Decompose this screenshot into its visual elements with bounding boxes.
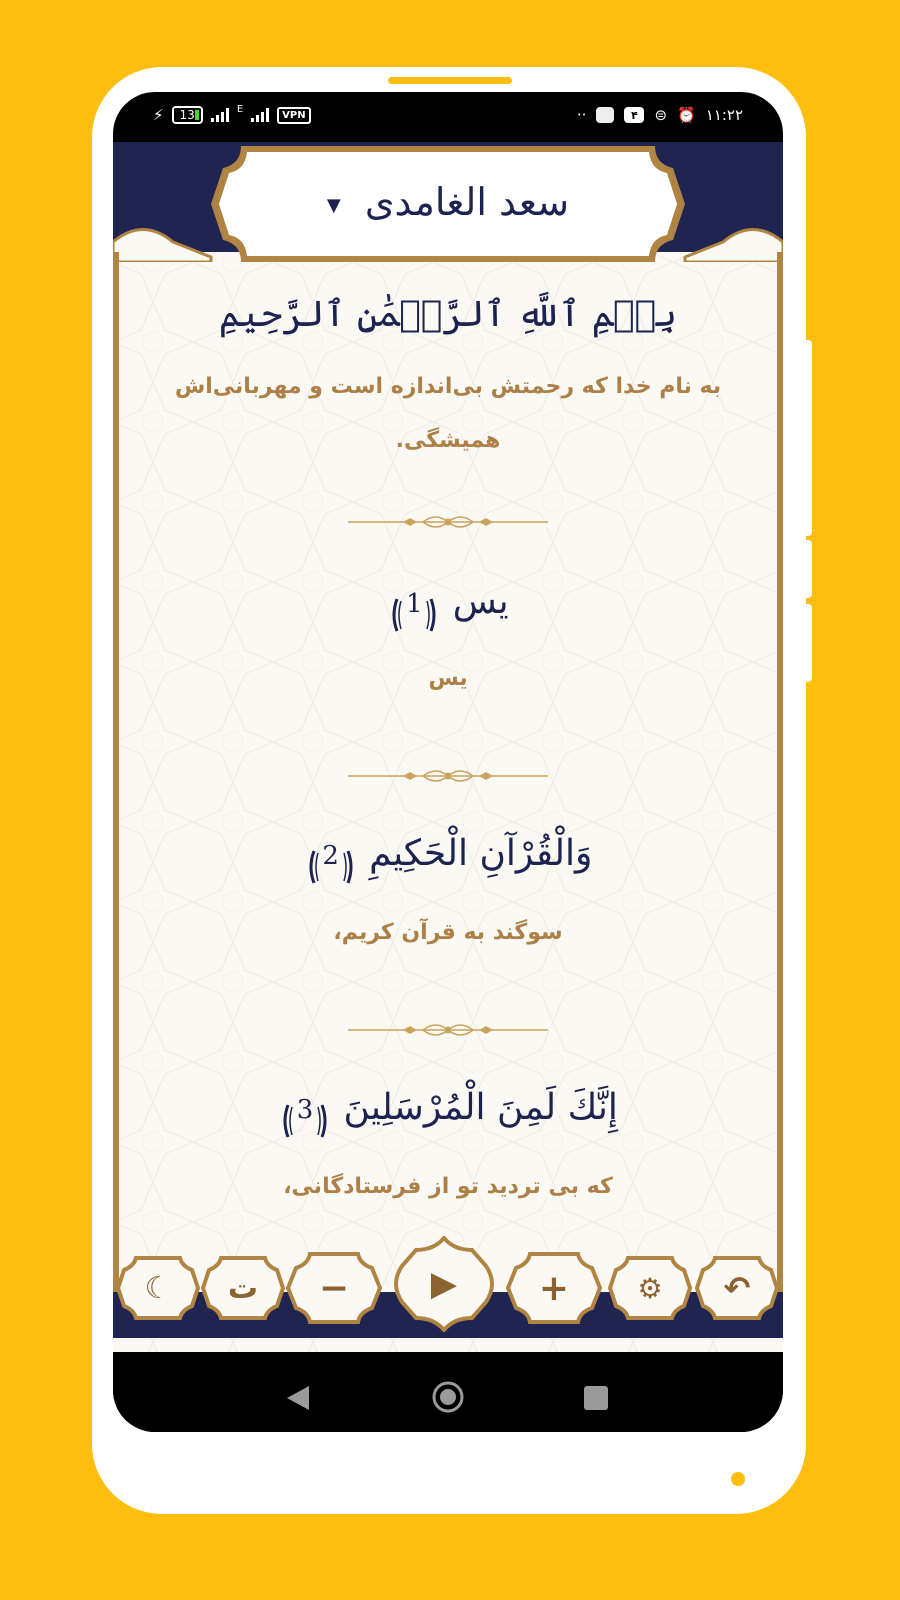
increase-font-button[interactable] [506, 1248, 602, 1328]
signal-strength-icon [211, 108, 229, 122]
translation-toggle-label: ت [227, 1270, 259, 1306]
play-icon: ▶ [430, 1264, 458, 1304]
night-mode-button[interactable] [116, 1252, 200, 1324]
verse-number-marker [308, 836, 354, 876]
status-left-group [153, 103, 311, 124]
gear-icon: ⚙ [637, 1271, 663, 1305]
notification-badge: ۴ [624, 107, 644, 123]
bismillah-arabic: بِسۡمِ ٱللَّهِ ٱلرَّحۡمَٰنِ ٱلرَّحِيمِ [218, 294, 678, 335]
status-bar [113, 92, 783, 142]
reciter-name: سعد الغامدی [364, 180, 570, 224]
settings-button[interactable] [608, 1252, 692, 1324]
verse-2-translation: سوگند به قرآن کریم، [333, 920, 563, 945]
verse-1-text: يس [452, 581, 509, 622]
phone-power-button [804, 604, 812, 682]
signal-strength-icon-2 [251, 108, 269, 122]
nav-recents-icon[interactable] [583, 1385, 609, 1411]
phone-screen [113, 92, 783, 1432]
verse-2-arabic [113, 814, 783, 894]
playback-controls [113, 1252, 783, 1362]
notification-app-icon [596, 107, 614, 123]
reciter-selector[interactable] [263, 172, 633, 236]
back-button[interactable] [695, 1252, 779, 1324]
verse-1-translation: يس [428, 666, 468, 691]
verse-3-number: 3 [296, 1095, 314, 1125]
verse-number-marker [282, 1090, 328, 1130]
network-type-label: E [236, 103, 244, 115]
dropdown-caret-icon: ▼ [326, 194, 341, 216]
verse-2-number: 2 [322, 841, 339, 871]
vpn-badge: VPN [277, 107, 310, 124]
ornament-divider [348, 512, 548, 532]
phone-volume-button [804, 340, 812, 536]
verse-2-text: وَالْقُرْآنِ الْحَكِيمِ [369, 833, 593, 874]
verse-1-number: 1 [406, 589, 423, 619]
undo-arrow-icon: ↶ [723, 1269, 751, 1307]
more-notifications-dots: ·· [576, 106, 587, 124]
verse-number-marker [391, 584, 437, 624]
verse-3-arabic [113, 1068, 783, 1148]
plus-icon: + [538, 1267, 570, 1309]
ornament-divider [348, 766, 548, 786]
verse-1-arabic [113, 562, 783, 642]
battery-indicator: 13 [172, 106, 203, 124]
ornament-divider [348, 1020, 548, 1040]
status-right-group [577, 106, 743, 124]
decrease-font-button[interactable] [286, 1248, 382, 1328]
system-navigation-bar [113, 1362, 783, 1432]
bismillah-translation: به نام خدا که رحمتش بی‌اندازه است و مهربانی‌اش همیشگی. [174, 374, 722, 453]
minus-icon: − [318, 1267, 350, 1309]
nav-home-icon[interactable] [431, 1380, 465, 1414]
phone-sensor-dot [731, 1472, 745, 1486]
frame-right [777, 252, 783, 1312]
frame-left [113, 252, 119, 1312]
charging-icon: ⚡ [153, 106, 164, 124]
reader-content[interactable] [113, 142, 783, 1352]
phone-side-button [804, 540, 812, 598]
alarm-clock-icon: ⏰ [677, 106, 696, 124]
nav-back-icon[interactable] [285, 1384, 311, 1412]
sync-icon: ⊜ [654, 106, 668, 124]
translation-toggle-button[interactable] [201, 1252, 285, 1324]
clock-time: ۱۱:۲۲ [705, 106, 743, 124]
phone-speaker [388, 77, 512, 84]
play-button[interactable] [388, 1236, 500, 1332]
moon-icon: ☾ [144, 1270, 172, 1306]
verse-3-translation: که بی تردید تو از فرستادگانی، [283, 1174, 613, 1199]
verse-3-text: إِنَّكَ لَمِنَ الْمُرْسَلِينَ [343, 1087, 618, 1128]
